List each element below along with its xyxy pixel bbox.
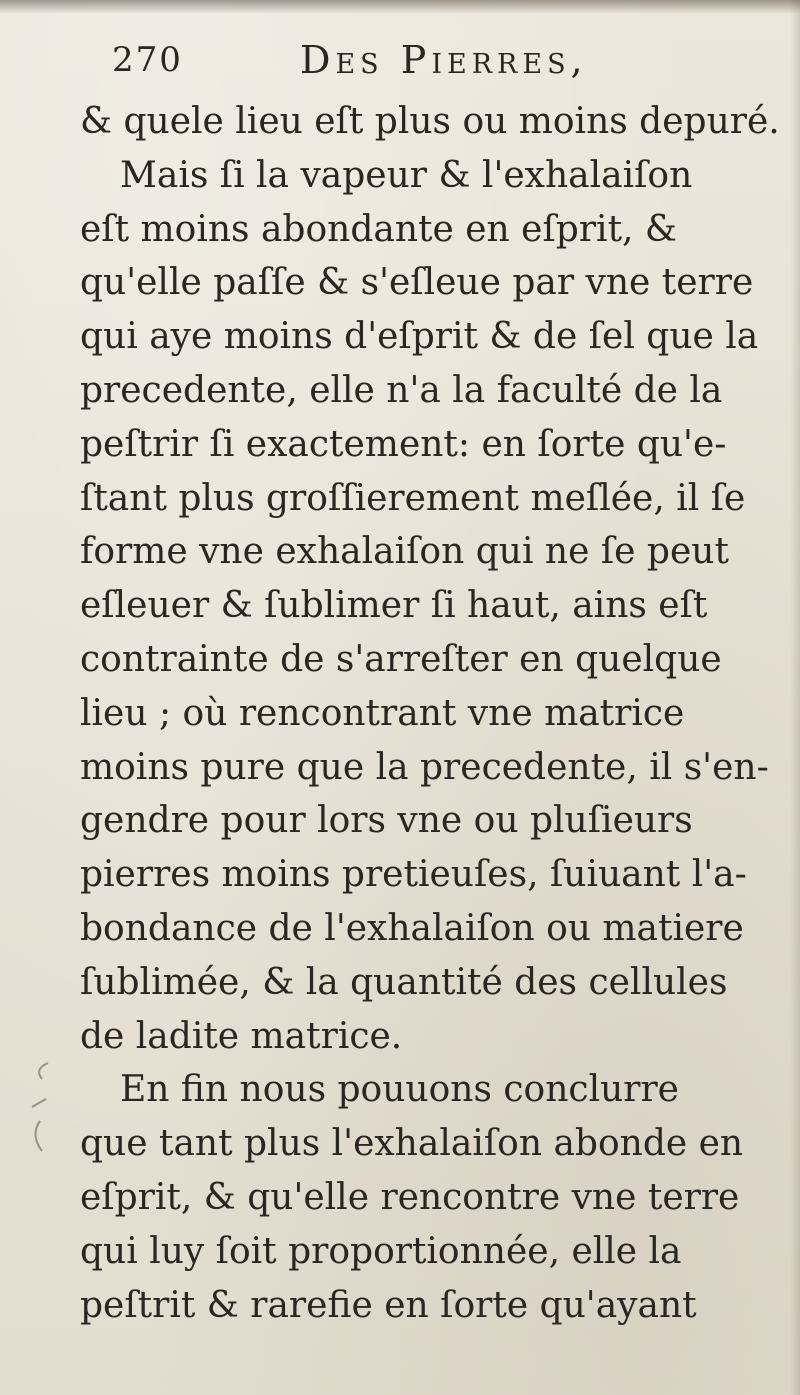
text-line: qui aye moins d'eſprit & de ſel que la: [80, 316, 759, 358]
text-line: moins pure que la precedente, il s'en-: [80, 746, 769, 788]
text-line: qui luy ſoit proportionnée, elle la: [80, 1230, 682, 1272]
page-edge: [790, 0, 800, 1395]
text-line: eſt moins abondante en eſprit, &: [80, 208, 677, 250]
text-line: eſleuer & ſublimer ſi haut, ains eſt: [80, 585, 708, 627]
text-line: ſublimée, & la quantité des cellules: [80, 961, 728, 1003]
margin-bleed-marks: [20, 1055, 60, 1175]
text-line: gendre pour lors vne ou pluſieurs: [80, 800, 693, 842]
page-top-shadow: [0, 0, 800, 14]
text-line: ſtant plus groſſierement meſlée, il ſe: [80, 477, 746, 519]
text-line: eſprit, & qu'elle rencontre vne terre: [80, 1176, 740, 1218]
text-line: peſtrir ſi exactement: en ſorte qu'e-: [80, 423, 727, 465]
running-head-title: Des Pierres,: [300, 38, 588, 82]
text-line: precedente, elle n'a la faculté de la: [80, 369, 723, 411]
text-line: qu'elle paſſe & s'eſleue par vne terre: [80, 262, 754, 304]
running-head: [112, 38, 672, 98]
text-line: & quele lieu eſt plus ou moins depuré.: [80, 101, 780, 142]
text-line: que tant plus l'exhalaiſon abonde en: [80, 1123, 744, 1165]
text-line: forme vne exhalaiſon qui ne ſe peut: [80, 531, 729, 573]
text-line: peſtrit & rarefie en ſorte qu'ayant: [80, 1284, 697, 1326]
body-text: [80, 95, 780, 1332]
page-number: 270: [112, 40, 183, 80]
text-line: de ladite matrice.: [80, 1015, 403, 1057]
text-line: contrainte de s'arreſter en quelque: [80, 638, 722, 680]
text-line: bondance de l'exhalaiſon ou matiere: [80, 907, 744, 949]
text-line: lieu ; où rencontrant vne matrice: [80, 692, 685, 734]
text-line: Mais ſi la vapeur & l'exhalaiſon: [120, 154, 693, 196]
bleed-through-marks: [20, 1055, 60, 1175]
text-line: pierres moins pretieuſes, ſuiuant l'a-: [80, 854, 747, 896]
text-line: En fin nous pouuons conclurre: [120, 1069, 679, 1111]
